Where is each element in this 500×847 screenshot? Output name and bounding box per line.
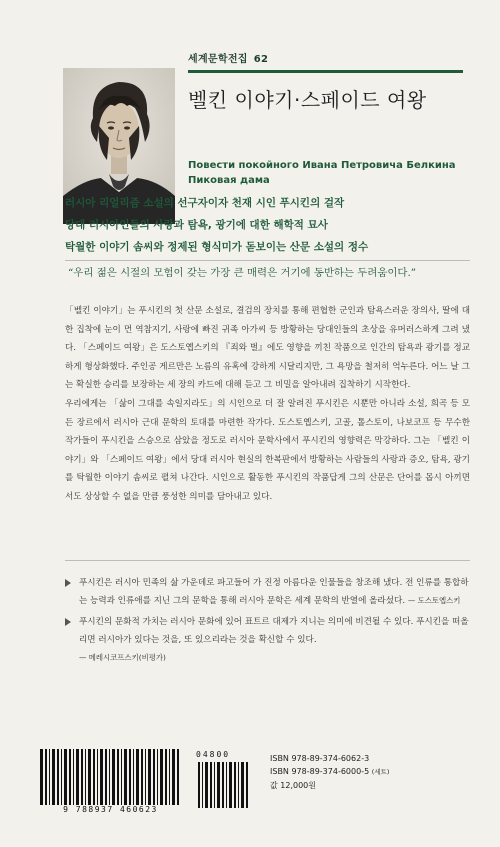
isbn-line: ISBN 978-89-374-6000-5 bbox=[270, 767, 370, 776]
barcode-bar bbox=[88, 749, 91, 805]
pull-quote: “우리 젊은 시절의 모험이 갖는 가장 큰 매력은 거기에 동반하는 두려움이다.” bbox=[68, 267, 417, 279]
review-item bbox=[65, 574, 470, 610]
review-list bbox=[65, 574, 470, 670]
barcode-bar bbox=[153, 749, 155, 805]
barcode-addon bbox=[196, 762, 256, 812]
triangle-bullet-icon bbox=[65, 618, 71, 626]
description-paragraph: 우리에게는 「삶이 그대를 속일지라도」의 시인으로 더 잘 알려진 푸시킨은 시뿐만 아니라 소설, 희곡 등 모든 장르에서 러시아 근대 문학의 토대를 마련한 작가다. 도스토옙스키, 고골, 톨스토이, 나보코프 등 무수한 작가들이 푸시킨을 스승으로 삼았을 정도로 러시아 문학사에서 푸시킨의 영향력은 막강하다. 그는 「벨킨 이야기」와 「스페이드 여왕」에서 당대 러시아 현실의 한복판에서 방황하는 사람들의 사랑과 증오, 탐욕, 광기를 탁월한 이야기 솜씨로 펼쳐 나간다. 시인으로 활동한 푸시킨의 작품답게 그의 산문은 단어를 몹시 아끼면서도 상상할 수 없을 만큼 풍성한 의미를 담아내고 있다. bbox=[65, 398, 470, 502]
barcode-bar bbox=[85, 749, 86, 805]
barcode-addon-bars bbox=[196, 762, 256, 812]
barcode-bar bbox=[234, 762, 236, 808]
barcode-bar bbox=[145, 749, 146, 805]
barcode-bar bbox=[160, 749, 163, 805]
barcode-bar bbox=[57, 749, 59, 805]
barcode-bar bbox=[45, 749, 47, 805]
barcode-bar bbox=[222, 762, 224, 808]
barcode-bar bbox=[69, 749, 71, 805]
review-source: — 도스토옙스키 bbox=[407, 596, 461, 605]
tagline-item: 탁월한 이야기 솜씨와 정제된 형식미가 돋보이는 산문 소설의 정수 bbox=[65, 241, 369, 253]
barcode-addon-digits: 04800 bbox=[196, 750, 231, 759]
price: 값 12,000원 bbox=[270, 781, 316, 790]
barcode-bar bbox=[121, 749, 122, 805]
isbn-set-note: (세트) bbox=[371, 768, 390, 776]
barcode-bar bbox=[217, 762, 220, 808]
isbn-line: ISBN 978-89-374-6062-3 bbox=[270, 754, 370, 763]
barcode-bar bbox=[136, 749, 139, 805]
barcode-bar bbox=[172, 749, 175, 805]
barcode-digits: 9 788937 460623 bbox=[63, 805, 158, 814]
barcode-bar bbox=[40, 749, 43, 805]
barcode-bar bbox=[73, 749, 74, 805]
barcode-bar bbox=[229, 762, 232, 808]
description-paragraph: 「벨킨 이야기」는 푸시킨의 첫 산문 소설로, 결검의 장치를 통해 편협한 군인과 탐욕스러운 장의사, 딸에 대한 집착에 눈이 먼 역참지기, 사랑에 빠진 귀족 아가씨 등 방황하는 당대인들의 초상을 유머러스하게 그려 냈다. 「스페이드 여왕」은 도스토옙스키의 『죄와 벌』에도 영향을 끼친 작품으로 인간의 탐욕과 광기를 정교하게 형상화했다. 주인공 게르만은 노름의 유혹에 강하게 시달리지만, 그 욕망을 철저히 억누른다. 어느 날 그는 확실한 승리를 보장하는 세 장의 카드에 대해 듣고 그 비밀을 알아내려 집착하기 시작한다. bbox=[65, 306, 470, 391]
top-rule bbox=[188, 70, 463, 73]
tagline-list bbox=[65, 192, 465, 258]
book-title: 벨킨 이야기·스페이드 여왕 bbox=[188, 88, 427, 112]
barcode-bar bbox=[198, 762, 200, 808]
series-label bbox=[188, 50, 268, 65]
barcode-bar bbox=[64, 749, 67, 805]
barcode-bar bbox=[93, 749, 95, 805]
review-source: — 메레시코프스키(비평가) bbox=[79, 653, 166, 662]
russian-title-line-1: Повести покойного Ивана Петровича Белкина bbox=[188, 160, 456, 171]
description-body bbox=[65, 302, 470, 507]
barcode-bar bbox=[97, 749, 98, 805]
series-name: 세계문학전집 bbox=[188, 54, 248, 65]
barcode-bar bbox=[129, 749, 131, 805]
barcode-bar bbox=[117, 749, 119, 805]
divider bbox=[65, 560, 470, 561]
barcode-bar bbox=[169, 749, 170, 805]
barcode-bar bbox=[112, 749, 115, 805]
tagline-item: 러시아 리얼리즘 소설의 선구자이자 천재 시인 푸시킨의 걸작 bbox=[65, 197, 345, 209]
isbn-line-set bbox=[270, 765, 389, 779]
barcode-bar bbox=[49, 749, 50, 805]
barcode-bar bbox=[226, 762, 227, 808]
barcode-bar bbox=[205, 762, 208, 808]
review-item bbox=[65, 613, 470, 667]
barcode-bar bbox=[81, 749, 83, 805]
tagline-item: 당대 러시아인들의 사랑과 탐욕, 광기에 대한 해학적 묘사 bbox=[65, 219, 328, 231]
barcode-bar bbox=[109, 749, 110, 805]
barcode-bar bbox=[177, 749, 179, 805]
barcode-bar bbox=[141, 749, 143, 805]
barcode-bar bbox=[157, 749, 158, 805]
barcode-bar bbox=[202, 762, 203, 808]
barcode-bar bbox=[210, 762, 212, 808]
barcode-bar bbox=[61, 749, 62, 805]
russian-title-line-2: Пиковая дама bbox=[188, 175, 270, 186]
barcode-bar bbox=[238, 762, 239, 808]
barcode-bars bbox=[38, 749, 183, 805]
barcode-bar bbox=[124, 749, 127, 805]
barcode-bar bbox=[241, 762, 244, 808]
barcode-bar bbox=[214, 762, 215, 808]
divider bbox=[65, 260, 470, 261]
barcode-bar bbox=[148, 749, 151, 805]
triangle-bullet-icon bbox=[65, 579, 71, 587]
review-text: 푸시킨의 문화적 가치는 러시아 문화에 있어 표트르 대제가 지니는 의미에 비견될 수 있다. 푸시킨을 떠올리면 러시아가 있다는 것을, 또 있으리라는 것을 확신할 수 있다. bbox=[79, 617, 469, 645]
review-text: 푸시킨은 러시아 민족의 삶 가운데로 파고들어 가 진정 아름다운 인물들을 창조해 냈다. 전 인류를 통합하는 능력과 인류애를 지닌 그의 문학을 통해 러시아 문학은 세계 문학의 반열에 올라섰다. bbox=[79, 578, 469, 606]
barcode-bar bbox=[100, 749, 103, 805]
series-number: 62 bbox=[253, 54, 269, 65]
barcode-bar bbox=[133, 749, 134, 805]
barcode-bar bbox=[105, 749, 107, 805]
russian-title bbox=[188, 158, 456, 188]
isbn-block bbox=[270, 752, 389, 792]
barcode-bar bbox=[76, 749, 79, 805]
barcode-bar bbox=[165, 749, 167, 805]
barcode-bar bbox=[52, 749, 55, 805]
barcode-bar bbox=[246, 762, 248, 808]
